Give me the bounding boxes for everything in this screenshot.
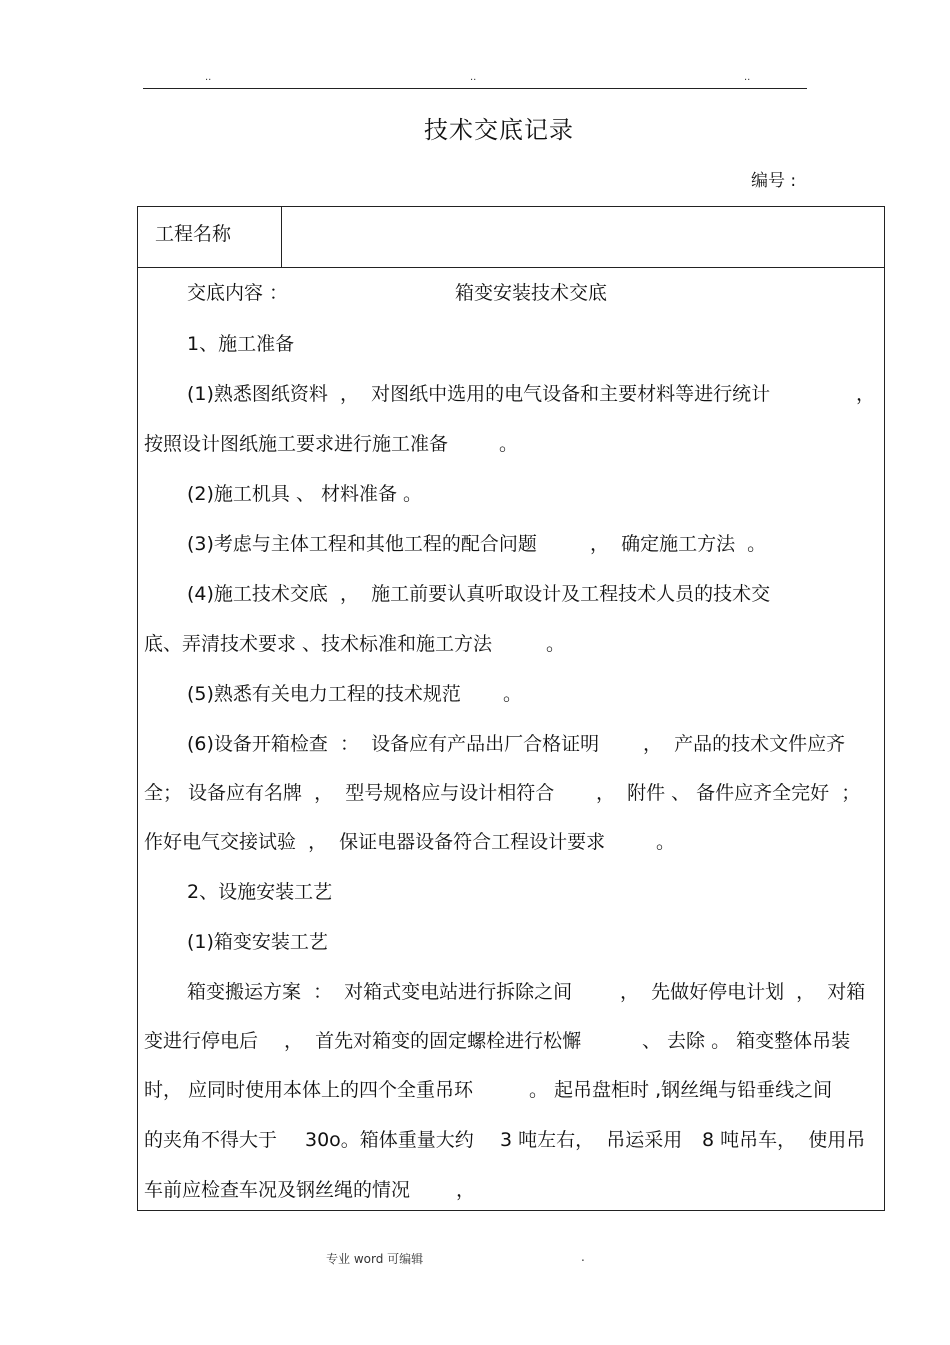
project-name-label-cell	[138, 207, 282, 267]
content-line: 箱变安装技术交底	[455, 282, 608, 304]
content-line: 2、设施安装工艺	[187, 881, 333, 903]
content-line: (1)熟悉图纸资料 ， 对图纸中选用的电气设备和主要材料等进行统计	[187, 383, 771, 405]
content-line: (5)熟悉有关电力工程的技术规范	[187, 683, 461, 705]
header-mark-center: ..	[470, 72, 477, 83]
content-line: ， 确定施工方法 。	[590, 533, 767, 555]
content-line: (1)箱变安装工艺	[187, 931, 328, 953]
header-mark-right: ..	[744, 72, 751, 83]
content-line: 车前应检查车况及钢丝绳的情况	[144, 1179, 411, 1201]
content-line: 。 起吊盘柜时 ,钢丝绳与铅垂线之间	[529, 1079, 833, 1101]
content-line: 变进行停电后	[144, 1030, 259, 1052]
header-rule	[143, 88, 807, 89]
content-line: ，	[856, 383, 876, 405]
content-line: ， 附件 、 备件应齐全完好 ；	[596, 782, 861, 804]
content-line: 按照设计图纸施工要求进行施工准备	[144, 433, 449, 455]
content-line: ， 首先对箱变的固定螺栓进行松懈	[284, 1030, 582, 1052]
disclosure-table	[137, 206, 885, 1211]
content-line: ， 先做好停电计划 ， 对箱	[620, 981, 866, 1003]
content-line: 箱变搬运方案 ： 对箱式变电站进行拆除之间	[187, 981, 573, 1003]
content-line: 。	[503, 683, 523, 705]
content-line: (3)考虑与主体工程和其他工程的配合问题	[187, 533, 537, 555]
content-line: 全； 设备应有名牌 ， 型号规格应与设计相符合	[144, 782, 555, 804]
doc-number-label: 编号 :	[751, 171, 797, 191]
content-line: 30o。箱体重量大约	[305, 1129, 474, 1151]
content-line: 3 吨左右， 吊运采用	[500, 1129, 683, 1151]
content-line: (6)设备开箱检查 ： 设备应有产品出厂合格证明	[187, 733, 600, 755]
content-line: 、 去除 。 箱变整体吊装	[642, 1030, 851, 1052]
content-line: (4)施工技术交底 ， 施工前要认真听取设计及工程技术人员的技术交	[187, 583, 771, 605]
content-line: 。	[656, 831, 676, 853]
content-line: 的夹角不得大于	[144, 1129, 278, 1151]
project-name-value-cell	[282, 207, 884, 267]
content-line: 1、施工准备	[187, 333, 295, 355]
content-line: 8 吨吊车， 使用吊	[702, 1129, 866, 1151]
content-line: ，	[456, 1179, 476, 1201]
page-title: 技术交底记录	[424, 116, 574, 144]
content-line: 底、弄清技术要求 、技术标准和施工方法	[144, 633, 493, 655]
project-name-row	[138, 207, 884, 268]
content-line: 时， 应同时使用本体上的四个全重吊环	[144, 1079, 474, 1101]
content-line: 交底内容 ：	[187, 282, 289, 304]
header-mark-left: ..	[205, 72, 212, 83]
footer-left: 专业 word 可编辑	[326, 1252, 424, 1266]
project-name-label: 工程名称	[155, 223, 232, 245]
content-line: 。	[546, 633, 566, 655]
content-line: 。	[499, 433, 519, 455]
footer-right: .	[581, 1250, 585, 1264]
content-line: (2)施工机具 、 材料准备 。	[187, 483, 423, 505]
content-line: 作好电气交接试验 ， 保证电器设备符合工程设计要求	[144, 831, 606, 853]
content-line: ， 产品的技术文件应齐	[643, 733, 846, 755]
